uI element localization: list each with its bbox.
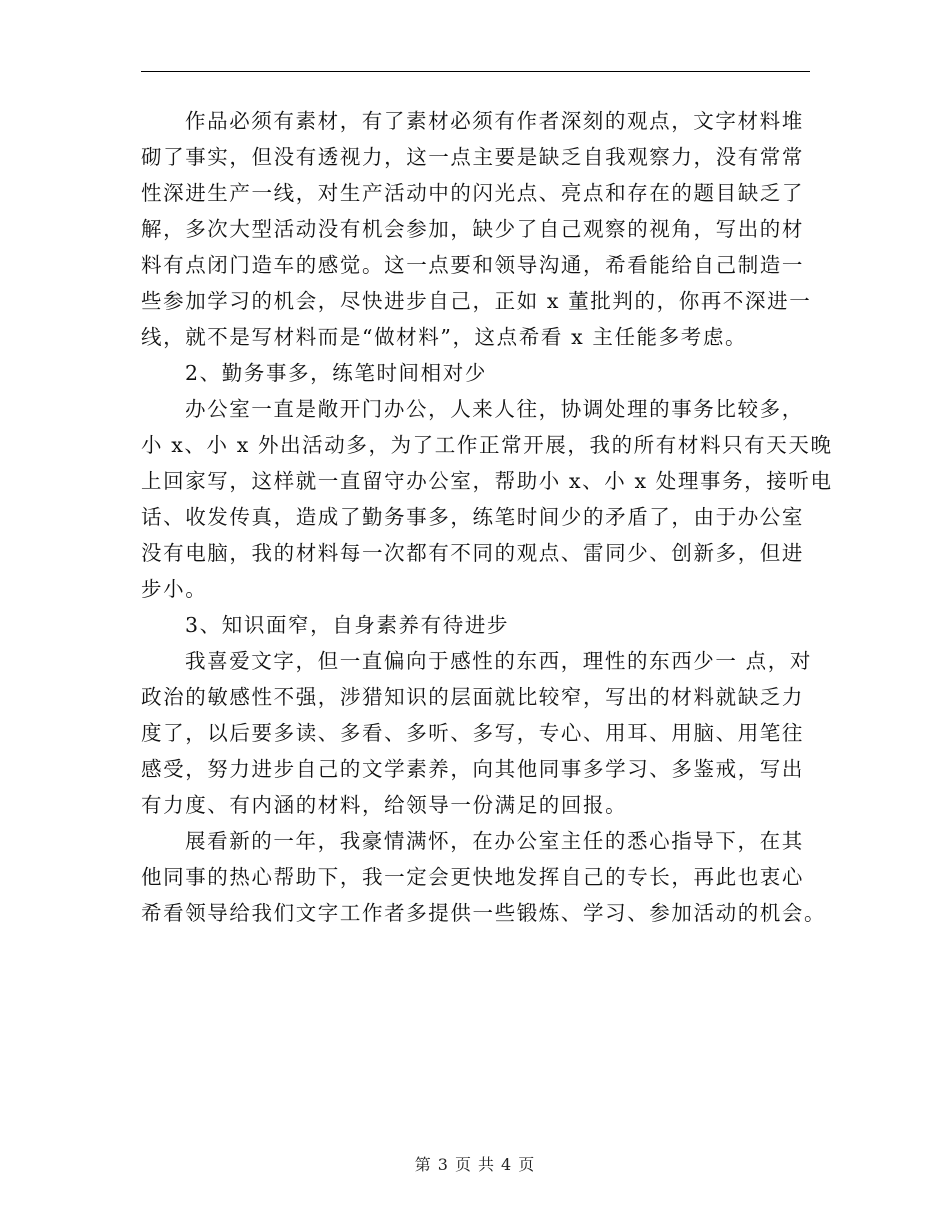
footer-total-pages: 4	[501, 1155, 513, 1174]
text-line: 感受，努力进步自己的文学素养，向其他同事多学习、多鉴戒，写出	[141, 757, 804, 781]
text-line: 政治的敏感性不强，涉猎知识的层面就比较窄，写出的材料就缺乏力	[141, 685, 804, 709]
text-line: 上回家写，这样就一直留守办公室，帮助小 x、小 x 处理事务，接听电	[141, 469, 833, 493]
footer-label-end: 页	[518, 1155, 536, 1174]
text-line: 性深进生产一线，对生产活动中的闪光点、亮点和存在的题目缺乏了	[141, 181, 804, 205]
text-line: 料有点闭门造车的感觉。这一点要和领导沟通，希看能给自己制造一	[141, 253, 804, 277]
text-line: 没有电脑，我的材料每一次都有不同的观点、雷同少、创新多，但进	[141, 541, 804, 565]
text-line: 度了，以后要多读、多看、多听、多写，专心、用耳、用脑、用笔往	[141, 721, 804, 745]
text-line: 解，多次大型活动没有机会参加，缺少了自己观察的视角，写出的材	[141, 217, 804, 241]
text-line: 话、收发传真，造成了勤务事多，练笔时间少的矛盾了，由于办公室	[141, 505, 804, 529]
text-line: 砌了事实，但没有透视力，这一点主要是缺乏自我观察力，没有常常	[141, 145, 804, 169]
text-line: 3、知识面窄，自身素养有待进步	[185, 613, 510, 637]
text-line: 步小。	[141, 577, 208, 601]
text-line: 作品必须有素材，有了素材必须有作者深刻的观点，文字材料堆	[185, 109, 804, 133]
footer-label-of: 页 共	[454, 1155, 496, 1174]
text-line: 2、勤务事多，练笔时间相对少	[185, 361, 487, 385]
text-line: 展看新的一年，我豪情满怀，在办公室主任的悉心指导下，在其	[185, 829, 804, 853]
footer-label-page: 第	[414, 1155, 432, 1174]
header-rule	[141, 71, 810, 72]
text-line: 办公室一直是敞开门办公，人来人往，协调处理的事务比较多，	[185, 397, 804, 421]
footer-current-page: 3	[437, 1155, 449, 1174]
text-line: 我喜爱文字，但一直偏向于感性的东西，理性的东西少一 点，对	[185, 649, 812, 673]
text-line: 小 x、小 x 外出活动多，为了工作正常开展，我的所有材料只有天天晚	[141, 433, 833, 457]
text-line: 有力度、有内涵的材料，给领导一份满足的回报。	[141, 793, 628, 817]
document-body	[141, 103, 833, 931]
text-line: 他同事的热心帮助下，我一定会更快地发挥自己的专长，再此也衷心	[141, 865, 804, 889]
text-line: 线，就不是写材料而是“做材料”，这点希看 x 主任能多考虑。	[141, 325, 748, 349]
text-line: 希看领导给我们文字工作者多提供一些锻炼、学习、参加活动的机会。	[141, 901, 827, 925]
page-footer	[0, 1152, 950, 1175]
text-line: 些参加学习的机会，尽快进步自己，正如 x 董批判的，你再不深进一	[141, 289, 812, 313]
